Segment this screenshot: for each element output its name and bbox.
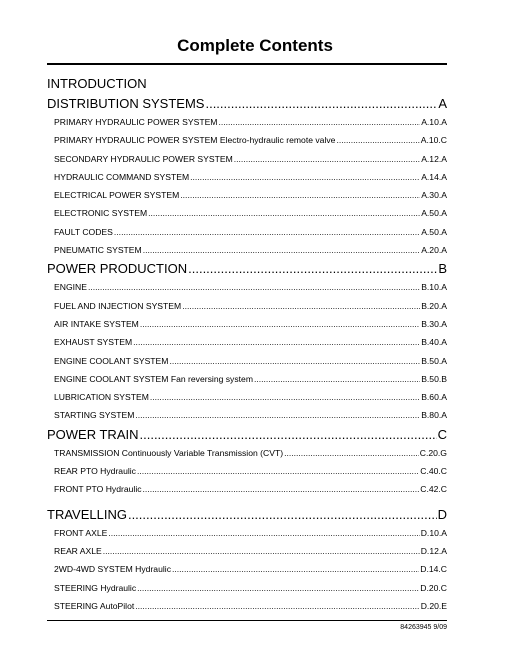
toc-entry[interactable] — [47, 560, 447, 578]
toc-entry-label: SECONDARY HYDRAULIC POWER SYSTEM — [54, 153, 233, 164]
toc-entry[interactable] — [47, 542, 447, 560]
toc-entry-code: D.10.A — [420, 527, 447, 538]
toc-section[interactable] — [47, 425, 447, 444]
toc-entry-code: A.14.A — [421, 171, 447, 182]
toc-entry-code: C.42.C — [420, 484, 447, 495]
dot-leader — [180, 186, 420, 204]
toc-section-label: POWER TRAIN — [47, 426, 139, 442]
dot-leader — [190, 168, 420, 186]
toc-entry-label: STARTING SYSTEM — [54, 410, 135, 421]
toc-entry[interactable] — [47, 406, 447, 424]
toc-entry-label: ENGINE — [54, 282, 87, 293]
toc-entry-code: C.40.C — [420, 466, 447, 477]
dot-leader — [284, 444, 419, 462]
toc-entry-code: B.40.A — [421, 337, 447, 348]
toc-entry-code: A.10.A — [421, 117, 447, 127]
dot-leader — [140, 425, 437, 444]
toc-entry-code: A.12.A — [421, 153, 447, 164]
toc-entry-code: B.30.A — [421, 318, 447, 329]
dot-leader — [143, 480, 420, 498]
toc-entry[interactable] — [47, 524, 447, 542]
toc-entry-label: PRIMARY HYDRAULIC POWER SYSTEM Electro-hydraulic remote valve — [54, 135, 336, 146]
toc-entry-code: A.10.C — [420, 135, 447, 146]
footer-rule — [47, 620, 447, 621]
toc-section[interactable] — [47, 259, 447, 278]
toc-entry-label: HYDRAULIC COMMAND SYSTEM — [54, 171, 190, 182]
toc-entry-label: TRANSMISSION Continuously Variable Transmission (CVT) — [54, 447, 284, 458]
toc-entry-label: LUBRICATION SYSTEM — [54, 392, 149, 403]
toc-entry-code: D.14.C — [420, 564, 447, 575]
toc-section[interactable] — [47, 94, 447, 113]
toc-entry[interactable] — [47, 480, 447, 498]
table-of-contents — [47, 94, 447, 615]
toc-entry-label: STEERING AutoPilot — [54, 600, 135, 611]
toc-entry[interactable] — [47, 131, 447, 149]
toc-section-label: POWER PRODUCTION — [47, 261, 188, 277]
toc-introduction[interactable]: INTRODUCTION — [47, 76, 147, 91]
dot-leader — [135, 406, 420, 424]
toc-section-label: TRAVELLING — [47, 506, 127, 522]
toc-entry-label: EXHAUST SYSTEM — [54, 337, 133, 348]
toc-entry-label: PRIMARY HYDRAULIC POWER SYSTEM — [54, 117, 218, 127]
dot-leader — [150, 388, 420, 406]
toc-entry[interactable] — [47, 597, 447, 615]
dot-leader — [205, 94, 437, 113]
toc-entry-code: B.10.A — [421, 282, 447, 293]
toc-entry[interactable] — [47, 278, 447, 296]
toc-entry-code: D.20.E — [420, 600, 447, 611]
toc-entry-code: B.80.A — [421, 410, 447, 421]
toc-entry[interactable] — [47, 315, 447, 333]
toc-entry[interactable] — [47, 388, 447, 406]
toc-section-code: D — [437, 506, 447, 522]
toc-entry-code: B.20.A — [421, 300, 447, 311]
toc-section-label: DISTRIBUTION SYSTEMS — [47, 96, 205, 111]
toc-entry-code: A.50.A — [421, 226, 447, 237]
toc-entry-code: B.60.A — [421, 392, 447, 403]
toc-entry-label: FUEL AND INJECTION SYSTEM — [54, 300, 182, 311]
toc-entry-code: A.30.A — [421, 190, 447, 201]
toc-entry-label: FAULT CODES — [54, 226, 113, 237]
toc-entry-label: REAR AXLE — [54, 545, 102, 556]
toc-entry-label: ENGINE COOLANT SYSTEM Fan reversing system — [54, 373, 253, 384]
toc-entry-label: ENGINE COOLANT SYSTEM — [54, 355, 169, 366]
toc-entry[interactable] — [47, 241, 447, 259]
dot-leader — [218, 113, 420, 131]
toc-entry-code: B.50.B — [421, 373, 447, 384]
toc-section-code: A — [438, 96, 447, 111]
dot-leader — [172, 560, 419, 578]
dot-leader — [234, 150, 420, 168]
dot-leader — [114, 223, 420, 241]
toc-entry-code: A.20.A — [421, 245, 447, 256]
toc-entry-label: AIR INTAKE SYSTEM — [54, 318, 139, 329]
toc-entry[interactable] — [47, 352, 447, 370]
dot-leader — [182, 297, 420, 315]
toc-entry-code: C.20.G — [419, 447, 447, 458]
dot-leader — [143, 241, 420, 259]
toc-entry-label: PNEUMATIC SYSTEM — [54, 245, 142, 256]
page-title: Complete Contents — [177, 36, 333, 55]
dot-leader — [148, 204, 420, 222]
toc-entry[interactable] — [47, 297, 447, 315]
toc-entry[interactable] — [47, 204, 447, 222]
dot-leader — [128, 505, 437, 524]
toc-entry-code: A.50.A — [421, 208, 447, 219]
toc-entry-label: STEERING Hydraulic — [54, 582, 137, 593]
dot-leader — [133, 333, 420, 351]
toc-entry[interactable] — [47, 223, 447, 241]
toc-entry-label: ELECTRICAL POWER SYSTEM — [54, 190, 180, 201]
toc-entry-code: D.20.C — [420, 582, 447, 593]
dot-leader — [108, 524, 419, 542]
toc-entry[interactable] — [47, 444, 447, 462]
toc-entry-label: ELECTRONIC SYSTEM — [54, 208, 148, 219]
dot-leader — [135, 597, 419, 615]
toc-entry[interactable] — [47, 333, 447, 351]
toc-entry-label: 2WD-4WD SYSTEM Hydraulic — [54, 564, 171, 575]
toc-entry-code: D.12.A — [420, 545, 447, 556]
dot-leader — [336, 131, 419, 149]
toc-entry[interactable] — [47, 462, 447, 480]
title-rule — [47, 63, 447, 65]
dot-leader — [140, 315, 420, 333]
dot-leader — [137, 462, 419, 480]
dot-leader — [169, 352, 420, 370]
toc-entry-label: FRONT PTO Hydraulic — [54, 484, 142, 495]
dot-leader — [137, 579, 419, 597]
toc-section-code: C — [437, 426, 447, 442]
document-number: 84263945 9/09 — [400, 624, 447, 631]
dot-leader — [88, 278, 420, 296]
toc-entry[interactable] — [47, 579, 447, 597]
dot-leader — [188, 259, 437, 278]
dot-leader — [103, 542, 420, 560]
toc-entry-label: REAR PTO Hydraulic — [54, 466, 136, 477]
toc-section-code: B — [438, 261, 447, 277]
dot-leader — [254, 370, 420, 388]
toc-entry-code: B.50.A — [421, 355, 447, 366]
toc-entry[interactable] — [47, 186, 447, 204]
toc-entry[interactable] — [47, 150, 447, 168]
toc-entry[interactable] — [47, 168, 447, 186]
toc-entry-label: FRONT AXLE — [54, 527, 108, 538]
toc-entry[interactable] — [47, 370, 447, 388]
toc-section[interactable] — [47, 505, 447, 524]
toc-entry[interactable] — [47, 113, 447, 131]
